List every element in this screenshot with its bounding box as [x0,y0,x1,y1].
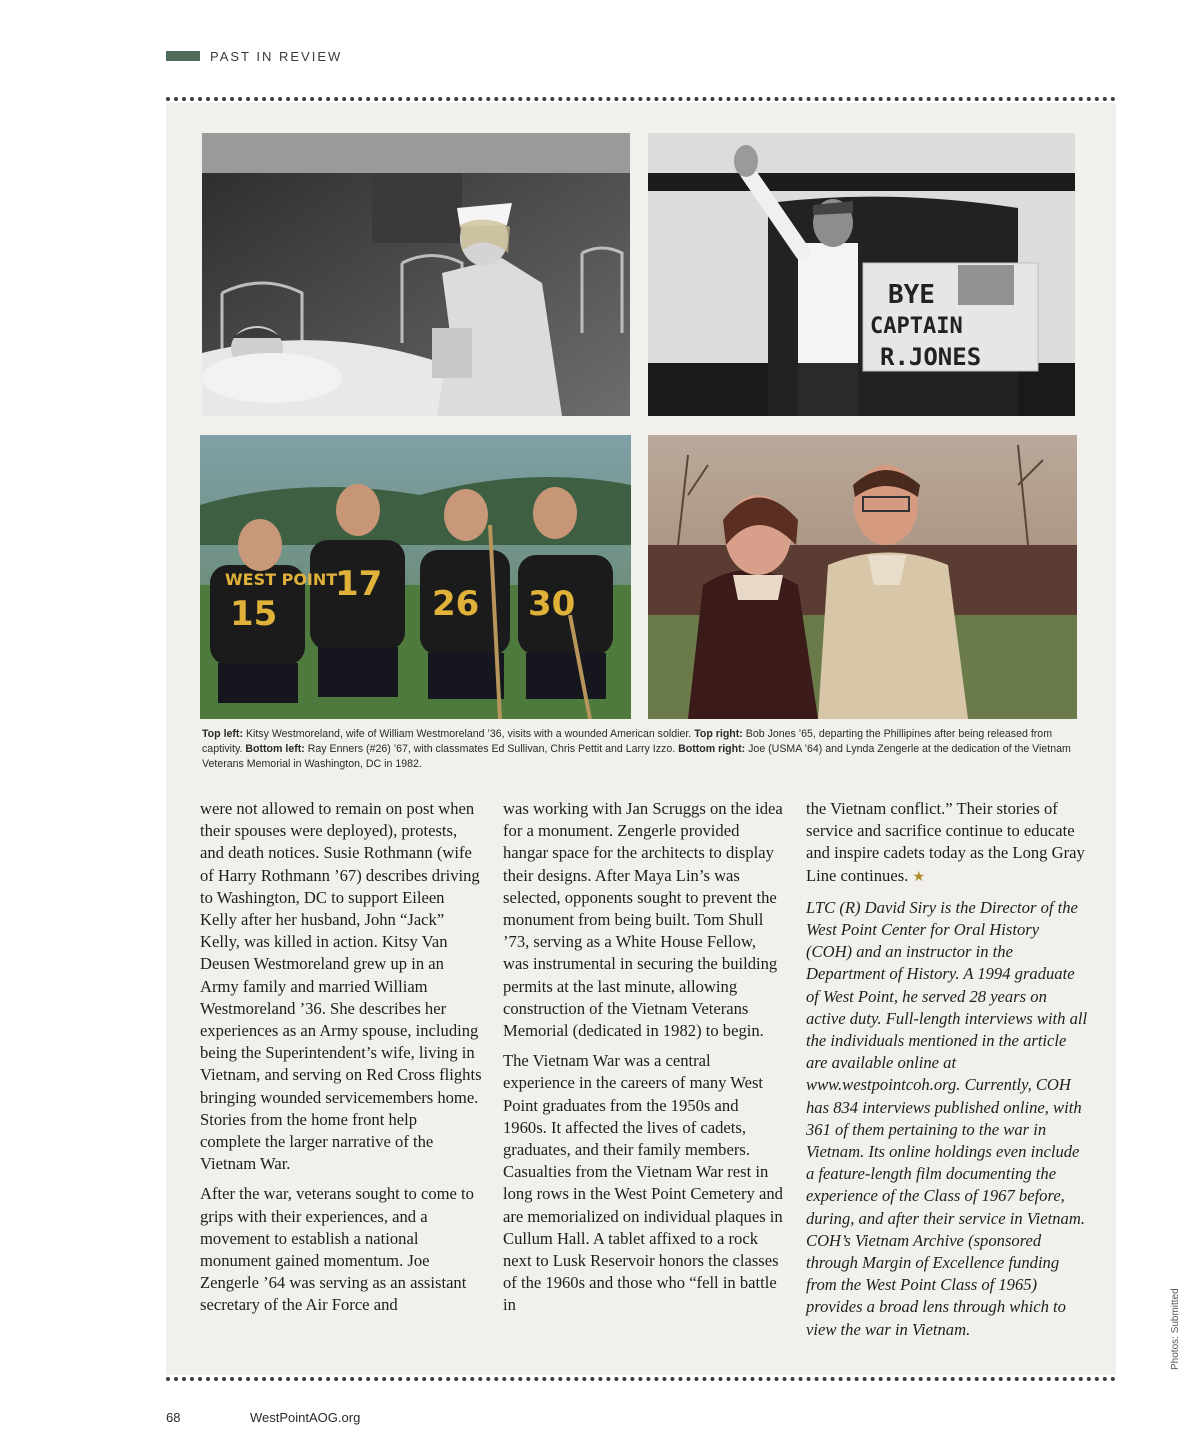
caption-text-bottom-right: Joe (USMA ’64) and Lynda Zengerle at the dedication of the Vietnam Veterans Memorial in Washington, DC in 1982. [202,743,1071,770]
sign-line-2: CAPTAIN [870,314,963,339]
section-header-bar [166,51,200,61]
article-closing-paragraph [806,798,1088,889]
nurse-visiting-soldier-photo [202,133,630,416]
closing-text: the Vietnam conflict.” Their stories of service and sacrifice continue to educate and inspire cadets today as the Long Gray Line continues. [806,799,1085,885]
article-column-3 [806,798,1088,1349]
caption-label-top-left: Top left: [202,728,243,740]
caption-label-top-right: Top right: [694,728,743,740]
couple-at-memorial-photo [648,435,1077,719]
bottom-dotted-divider [166,1377,1116,1381]
article-paragraph: After the war, veterans sought to come to grips with their experiences, and a movement to establish a national monument gained momentum. Joe Zengerle ’64 was serving as an assistant secretary of the Air Force and [200,1184,474,1315]
jersey-text: WEST POINT [225,570,338,589]
jersey-number-1: 15 [230,594,278,634]
sign-line-3: R.JONES [880,343,982,371]
photo-caption [202,727,1082,772]
top-dotted-divider [166,97,1116,101]
article-paragraph: was working with Jan Scruggs on the idea for a monument. Zengerle provided hangar space for the architects to display their designs. After Maya Lin’s was selected, opponents sought to prevent the monument from being built. Tom Shull ’73, serving as a White House Fellow, was instrumental in securing the building permits at the last minute, allowing construction of the Vietnam Veterans Memorial (dedicated in 1982) to begin. [503,799,783,1041]
author-bio: LTC (R) David Siry is the Director of the West Point Center for Oral History (COH) and an instructor in the Department of History. A 1994 graduate of West Point, he served 28 years on active duty. Full-length interviews with all the individuals mentioned in the article are available online at www.westpointcoh.org. Currently, COH has 834 interviews published online, with 361 of them pertaining to the war in Vietnam. Its online holdings even include a feature-length film documenting the experience of the Class of 1967 before, during, and after their service in Vietnam. COH’s Vietnam Archive (sponsored through Margin of Excellence funding from the West Point Class of 1965) provides a broad lens through which to view the war in Vietnam. [806,897,1088,1339]
site-link[interactable]: WestPointAOG.org [250,1410,361,1425]
section-title: PAST IN REVIEW [210,48,343,64]
article-paragraph: were not allowed to remain on post when their spouses were deployed), protests, and death notices. Susie Rothmann (wife of Harry Rothmann ’67) describes driving to Washington, DC to support Eileen Kelly after her husband, John “Jack” Kelly, was killed in action. Kitsy Van Deusen Westmoreland grew up in an Army family and married William Westmoreland ’36. She describes her experiences as an Army spouse, including being the Superintendent’s wife, living in Vietnam, and serving on Red Cross flights bringing wounded servicemembers home. Stories from the home front help complete the larger narrative of the Vietnam War. [200,799,482,1174]
caption-label-bottom-right: Bottom right: [678,743,746,755]
page-number: 68 [166,1410,181,1425]
jersey-number-3: 26 [432,584,480,624]
caption-label-bottom-left: Bottom left: [245,743,305,755]
caption-text-top-left: Kitsy Westmoreland, wife of William Westmoreland ’36, visits with a wounded American soldier. [243,728,695,740]
jersey-number-4: 30 [528,584,576,624]
article-column-2 [503,798,785,1325]
caption-text-bottom-left: Ray Enners (#26) ’67, with classmates Ed Sullivan, Chris Pettit and Larry Izzo. [304,743,679,755]
section-header [166,47,342,65]
soldier-waving-photo [648,133,1075,416]
article-paragraph: The Vietnam War was a central experience in the careers of many West Point graduates from the 1950s and 1960s. It affected the lives of cadets, graduates, and their family members. Casualties from the Vietnam War rest in long rows in the West Point Cemetery and are memorialized on individual plaques in Cullum Hall. A tablet affixed to a rock next to Lusk Reservoir honors the classes of the 1960s and those who “fell in battle in [503,1051,783,1315]
article-column-1 [200,798,482,1325]
photo-credit: Photos: Submitted [1170,1288,1181,1370]
jersey-number-2: 17 [335,564,383,604]
caption-text-top-right: Bob Jones ’65, departing the Phillipines after being released from captivity. [202,728,1053,755]
lacrosse-players-photo [200,435,631,719]
end-star-icon: ★ [912,869,926,885]
sign-line-1: BYE [888,280,935,310]
